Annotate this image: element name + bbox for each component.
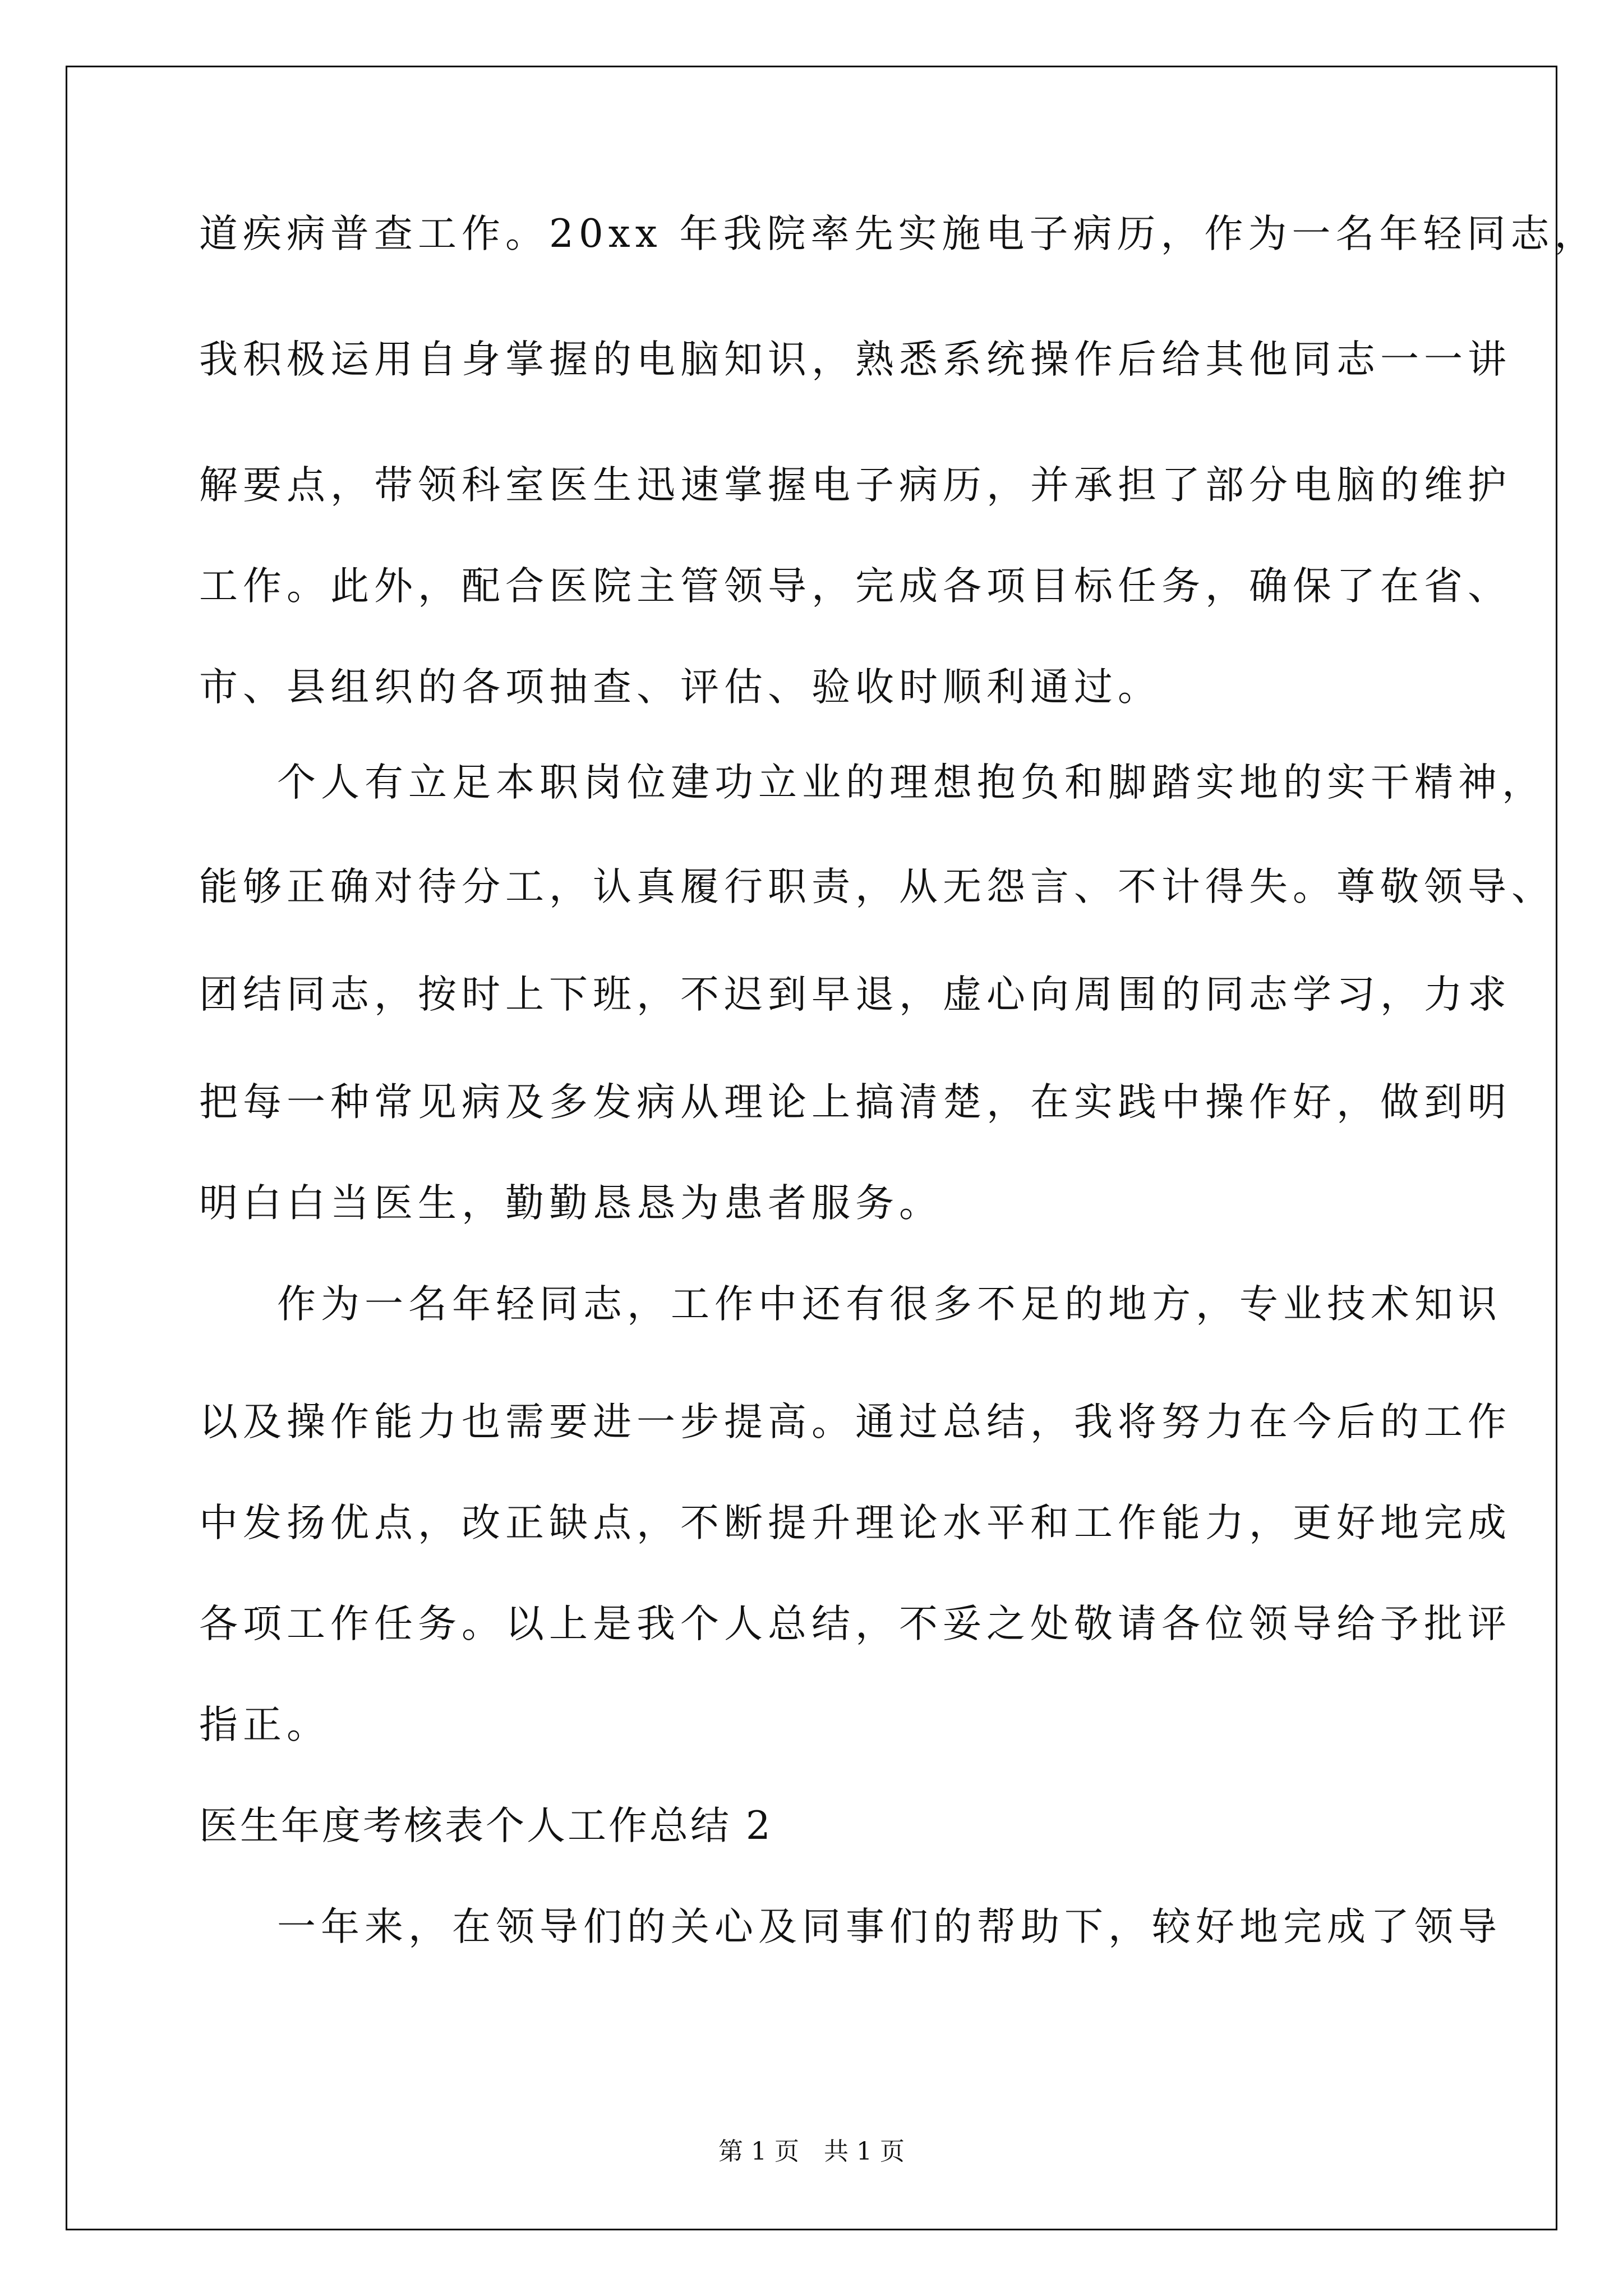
body-text-line: 团结同志，按时上下班，不迟到早退，虚心向周围的同志学习，力求: [199, 972, 1511, 1017]
body-text-line: 明白白当医生，勤勤恳恳为患者服务。: [199, 1181, 943, 1226]
paragraph-first-line: 一年来，在领导们的关心及同事们的帮助下，较好地完成了领导: [277, 1904, 1502, 1949]
body-text-line: 市、县组织的各项抽查、评估、验收时顺利通过。: [199, 665, 1161, 710]
page-footer: 第 1 页 共 1 页: [718, 2137, 905, 2166]
body-text-line: 以及操作能力也需要进一步提高。通过总结，我将努力在今后的工作: [199, 1400, 1511, 1444]
body-text-line: 解要点，带领科室医生迅速掌握电子病历，并承担了部分电脑的维护: [199, 463, 1511, 508]
body-text-line: 各项工作任务。以上是我个人总结，不妥之处敬请各位领导给予批评: [199, 1602, 1511, 1646]
paragraph-first-line: 作为一名年轻同志，工作中还有很多不足的地方，专业技术知识: [277, 1282, 1502, 1327]
paragraph-first-line: 个人有立足本职岗位建功立业的理想抱负和脚踏实地的实干精神，: [277, 760, 1546, 805]
body-text-line: 道疾病普查工作。20xx 年我院率先实施电子病历，作为一名年轻同志，: [199, 211, 1598, 256]
body-text-line: 中发扬优点，改正缺点，不断提升理论水平和工作能力，更好地完成: [199, 1501, 1511, 1545]
section-heading: 医生年度考核表个人工作总结 2: [199, 1803, 773, 1848]
body-text-line: 把每一种常见病及多发病从理论上搞清楚，在实践中操作好，做到明: [199, 1080, 1511, 1125]
body-text-line: 工作。此外，配合医院主管领导，完成各项目标任务，确保了在省、: [199, 564, 1511, 609]
body-text-line: 指正。: [199, 1703, 330, 1747]
body-text-line: 能够正确对待分工，认真履行职责，从无怨言、不计得失。尊敬领导、: [199, 864, 1555, 909]
body-text-line: 我积极运用自身掌握的电脑知识，熟悉系统操作后给其他同志一一讲: [199, 337, 1511, 382]
